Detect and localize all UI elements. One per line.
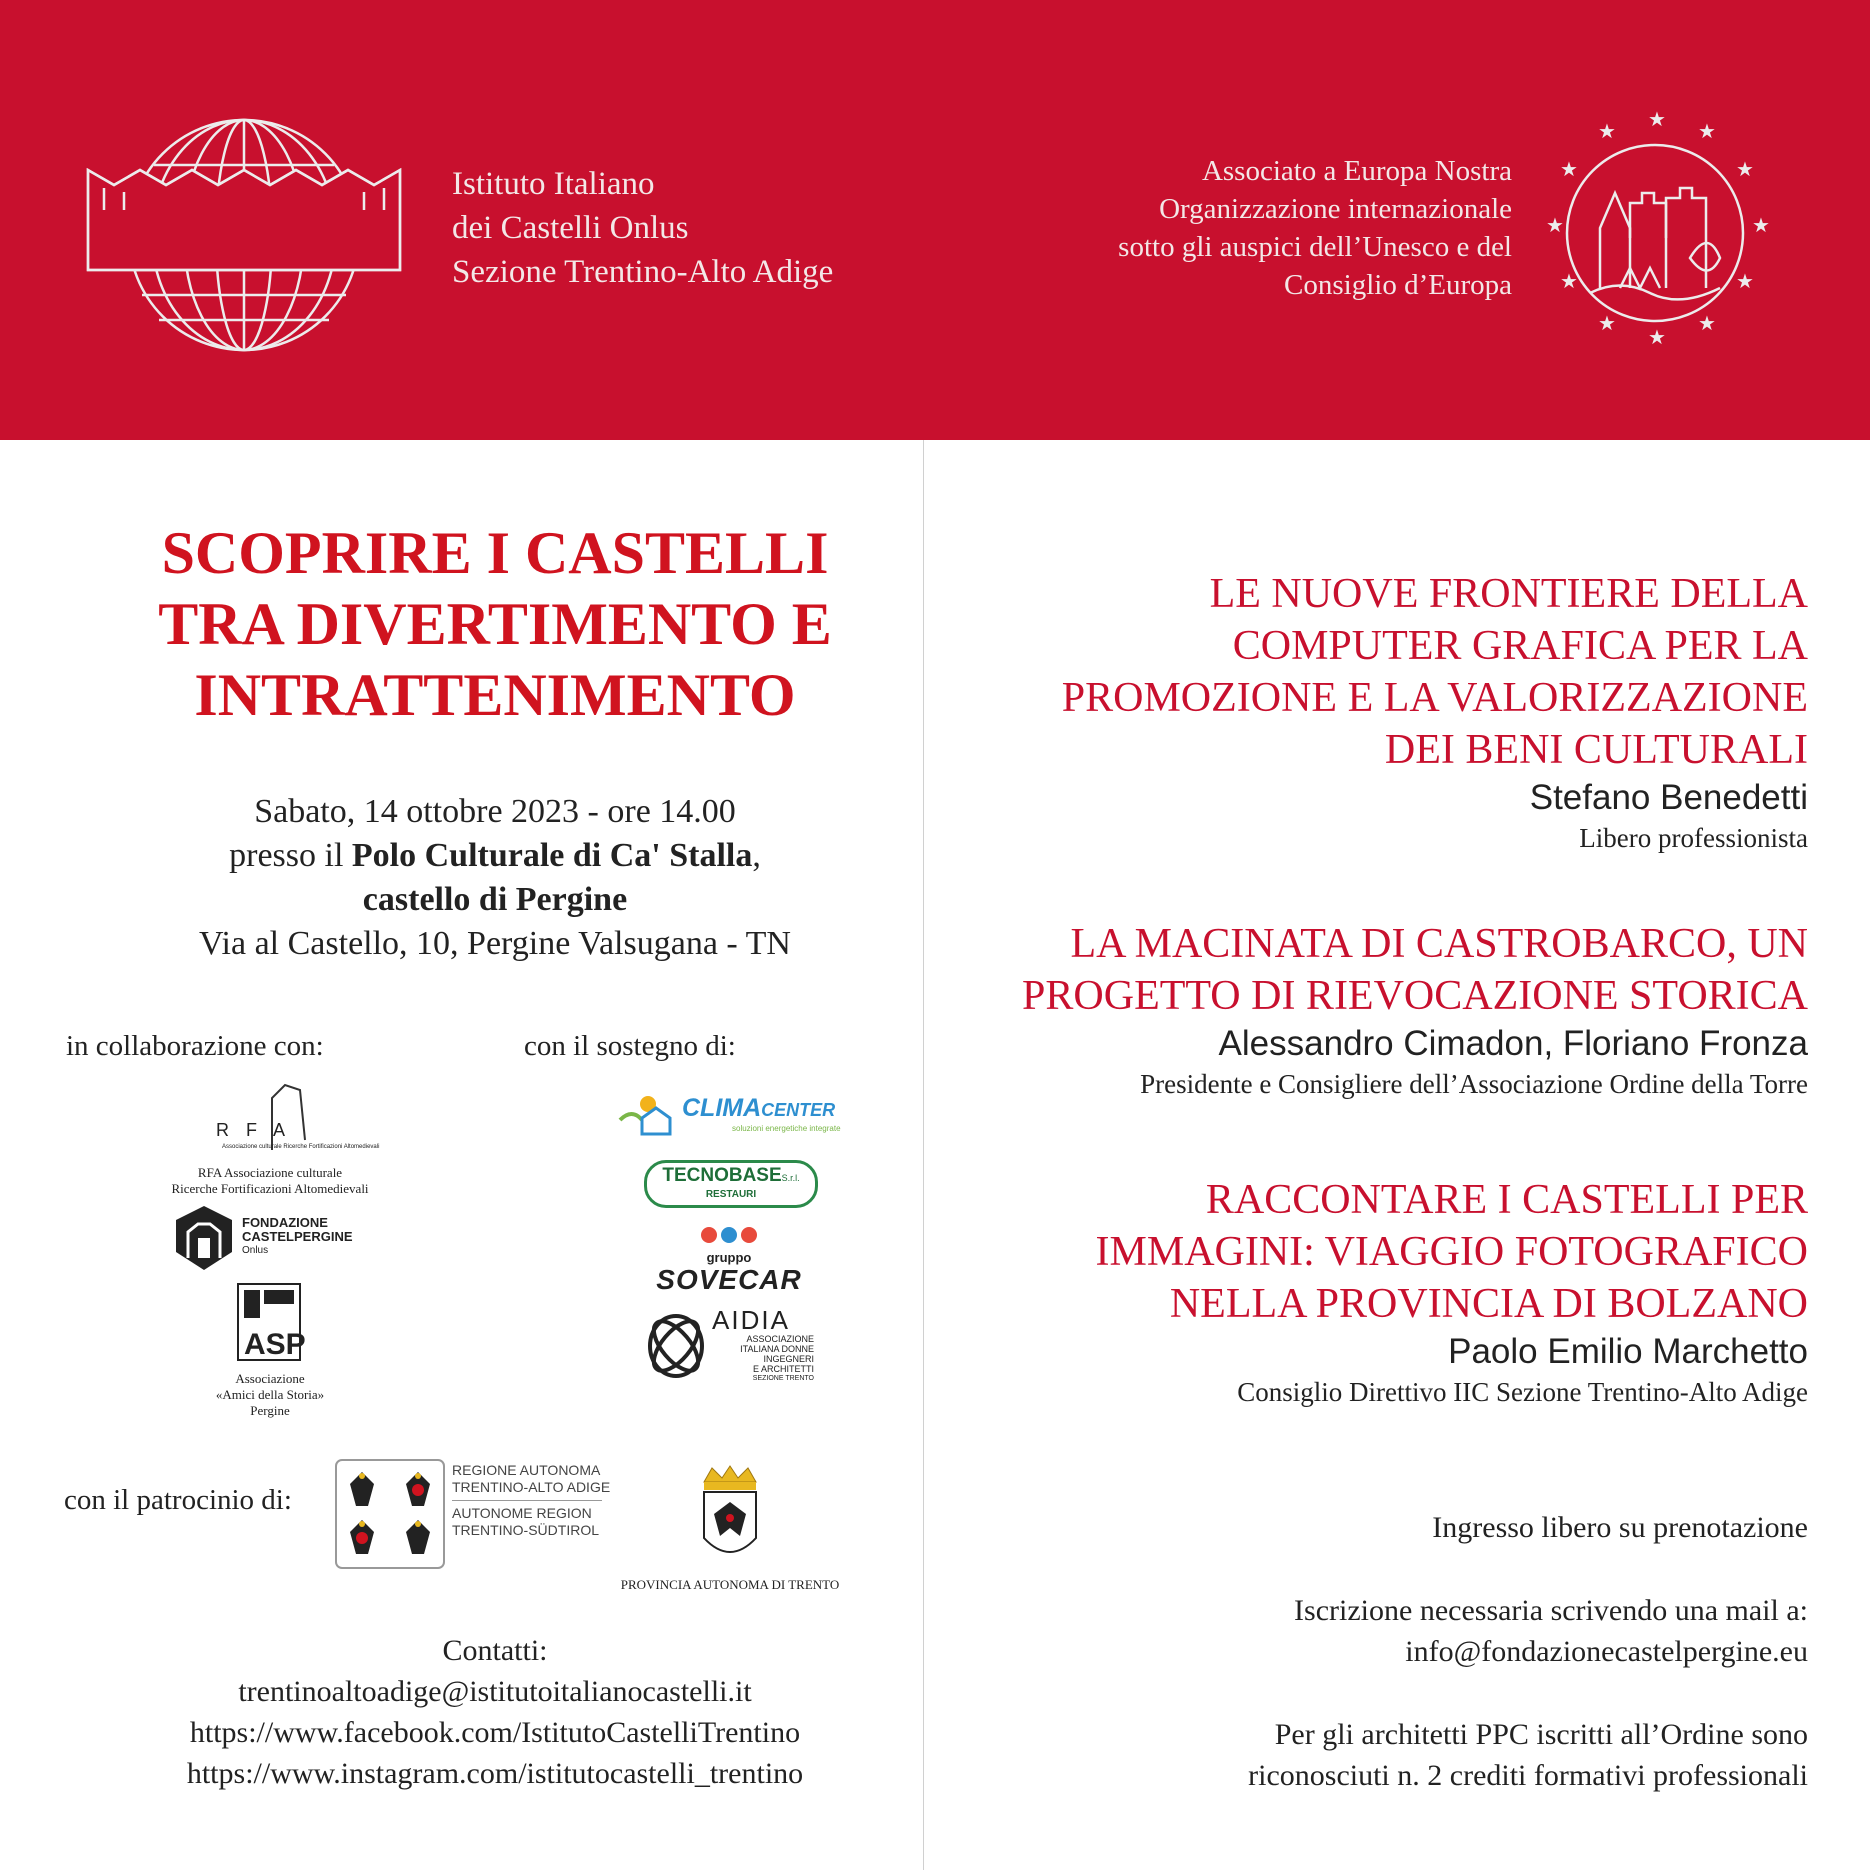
clima-name: CLIMA xyxy=(682,1094,762,1122)
registration-text: Iscrizione necessaria scrivendo una mail a: xyxy=(1294,1594,1808,1627)
talk-1 xyxy=(940,568,1808,856)
svg-text:★: ★ xyxy=(1546,215,1564,237)
asp-caption-1: Associazione xyxy=(235,1371,305,1386)
fondazione-line-1: FONDAZIONE xyxy=(242,1215,328,1230)
talk-2-title xyxy=(940,918,1808,1022)
institute-line-2: dei Castelli Onlus xyxy=(452,210,689,246)
center-name: CENTER xyxy=(761,1100,836,1120)
talk-1-speaker: Stefano Benedetti xyxy=(1529,778,1808,817)
talk-2 xyxy=(940,918,1808,1102)
svg-text:★: ★ xyxy=(1648,327,1666,349)
asp-letters: ASP xyxy=(244,1328,306,1361)
talk-1-title-line-4: DEI BENI CULTURALI xyxy=(1384,727,1808,773)
sovecar-dots-icon xyxy=(689,1224,769,1246)
sovecar-name: SOVECAR xyxy=(656,1264,802,1295)
venue-suffix: , xyxy=(752,837,761,874)
sun-house-icon xyxy=(612,1090,676,1140)
fondazione-line-2: CASTELPERGINE xyxy=(242,1229,353,1244)
rfa-logo xyxy=(150,1080,390,1197)
asp-logo xyxy=(180,1278,360,1419)
rfa-letters: R F A xyxy=(216,1120,292,1140)
rfa-caption-2: Ricerche Fortificazioni Altomedievali xyxy=(171,1181,369,1196)
talk-1-title xyxy=(940,568,1808,776)
talk-2-role: Presidente e Consigliere dell’Associazione Ordine della Torre xyxy=(1140,1069,1808,1099)
event-venue xyxy=(80,834,910,878)
region-eagles-icon xyxy=(334,1458,446,1570)
svg-text:★: ★ xyxy=(1560,159,1578,181)
region-line-2: TRENTINO-ALTO ADIGE xyxy=(452,1479,611,1495)
event-castle: castello di Pergine xyxy=(362,881,628,918)
contact-email-link[interactable]: trentinoaltoadige@istitutoitalianocastelli.it xyxy=(238,1675,752,1708)
tecnobase-logo xyxy=(644,1160,818,1208)
institute-line-1: Istituto Italiano xyxy=(452,166,655,202)
europa-line-3: sotto gli auspici dell’Unesco e del xyxy=(1118,231,1512,263)
aidia-line-2: ITALIANA DONNE xyxy=(740,1344,814,1354)
credits-info xyxy=(940,1714,1808,1796)
asp-caption-2: «Amici della Storia» xyxy=(215,1387,325,1402)
rfa-tower-icon xyxy=(150,1080,390,1160)
patronage-label: con il patrocinio di: xyxy=(64,1484,292,1516)
main-title-line-1: SCOPRIRE I CASTELLI xyxy=(161,520,829,586)
asp-emblem-icon xyxy=(230,1278,310,1366)
province-trento-logo xyxy=(610,1462,850,1593)
event-date: Sabato, 14 ottobre 2023 - ore 14.00 xyxy=(254,793,736,830)
facebook-link[interactable]: https://www.facebook.com/IstitutoCastelliTrentino xyxy=(189,1716,801,1749)
talk-3-title-line-1: RACCONTARE I CASTELLI PER xyxy=(1205,1177,1808,1223)
credits-line-1: Per gli architetti PPC iscritti all’Ordine sono xyxy=(1274,1718,1808,1751)
svg-text:★: ★ xyxy=(1698,313,1716,335)
venue-prefix: presso il xyxy=(229,837,352,874)
globe-crown-icon xyxy=(84,110,404,360)
talk-2-speaker: Alessandro Cimadon, Floriano Fronza xyxy=(1218,1024,1808,1063)
aidia-line-3: INGEGNERI xyxy=(763,1354,814,1364)
region-line-4: TRENTINO-SÜDTIROL xyxy=(452,1522,599,1538)
svg-text:★: ★ xyxy=(1648,109,1666,131)
fondazione-castelpergine-logo xyxy=(168,1202,408,1274)
tecnobase-sub: RESTAURI xyxy=(705,1189,757,1200)
talk-1-title-line-3: PROMOZIONE E LA VALORIZZAZIONE xyxy=(1061,675,1808,721)
registration-info xyxy=(940,1590,1808,1672)
rfa-caption-1: RFA Associazione culturale xyxy=(197,1165,343,1180)
support-label: con il sostegno di: xyxy=(524,1030,736,1062)
aidia-knot-icon xyxy=(644,1308,708,1384)
region-line-3: AUTONOME REGION xyxy=(452,1505,592,1521)
aidia-line-4: E ARCHITETTI xyxy=(752,1364,814,1374)
collaboration-label: in collaborazione con: xyxy=(66,1030,324,1062)
contacts xyxy=(80,1630,910,1794)
tecnobase-name: TECNOBASE xyxy=(662,1165,782,1186)
talk-2-title-line-2: PROGETTO DI RIEVOCAZIONE STORICA xyxy=(1022,973,1808,1019)
region-line-1: REGIONE AUTONOMA xyxy=(452,1462,601,1478)
castle-shield-icon xyxy=(168,1202,240,1274)
main-title-line-3: INTRATTENIMENTO xyxy=(194,662,796,728)
aidia-logo xyxy=(644,1306,824,1388)
institute-name xyxy=(452,162,833,294)
sovecar-logo xyxy=(654,1224,804,1296)
registration-email-link[interactable]: info@fondazionecastelpergine.eu xyxy=(1405,1635,1808,1668)
instagram-link[interactable]: https://www.instagram.com/istitutocastelli_trentino xyxy=(186,1757,804,1790)
svg-text:★: ★ xyxy=(1736,159,1754,181)
rfa-small-text: Associazione culturale Ricerche Fortificazioni Altomedievali xyxy=(222,1144,380,1150)
entry-info xyxy=(940,1507,1808,1548)
main-title-line-2: TRA DIVERTIMENTO E xyxy=(158,591,832,657)
talk-1-role: Libero professionista xyxy=(1579,823,1808,853)
talk-2-title-line-1: LA MACINATA DI CASTROBARCO, UN xyxy=(1070,921,1808,967)
svg-text:★: ★ xyxy=(1698,121,1716,143)
europa-nostra-text xyxy=(992,152,1512,304)
europa-line-2: Organizzazione internazionale xyxy=(1159,193,1512,225)
talk-1-title-line-1: LE NUOVE FRONTIERE DELLA xyxy=(1209,571,1808,617)
aidia-line-5: SEZIONE TRENTO xyxy=(752,1375,814,1382)
svg-text:★: ★ xyxy=(1736,271,1754,293)
europa-line-4: Consiglio d’Europa xyxy=(1284,269,1512,301)
tecnobase-srl: S.r.l. xyxy=(781,1173,800,1183)
entry-text: Ingresso libero su prenotazione xyxy=(1432,1511,1808,1544)
contacts-label: Contatti: xyxy=(442,1634,548,1667)
event-details xyxy=(80,790,910,966)
main-title xyxy=(80,518,910,731)
talk-3 xyxy=(940,1174,1808,1410)
trento-crest-icon xyxy=(692,1462,768,1570)
clima-tagline: soluzioni energetiche integrate xyxy=(732,1124,841,1133)
sovecar-top: gruppo xyxy=(706,1250,752,1265)
clima-center-logo xyxy=(612,1090,852,1140)
event-address: Via al Castello, 10, Pergine Valsugana - TN xyxy=(199,925,791,962)
aidia-line-1: ASSOCIAZIONE xyxy=(746,1334,814,1344)
aidia-name: AIDIA xyxy=(712,1305,790,1335)
svg-text:★: ★ xyxy=(1598,313,1616,335)
svg-text:★: ★ xyxy=(1752,215,1770,237)
column-divider xyxy=(923,440,924,1870)
credits-line-2: riconosciuti n. 2 crediti formativi professionali xyxy=(1248,1759,1808,1792)
talk-3-speaker: Paolo Emilio Marchetto xyxy=(1448,1332,1808,1371)
talk-1-title-line-2: COMPUTER GRAFICA PER LA xyxy=(1232,623,1808,669)
talk-3-role: Consiglio Direttivo IIC Sezione Trentino-Alto Adige xyxy=(1237,1377,1808,1407)
venue-name: Polo Culturale di Ca' Stalla xyxy=(351,837,753,874)
institute-line-3: Sezione Trentino-Alto Adige xyxy=(452,254,834,290)
talk-3-title-line-3: NELLA PROVINCIA DI BOLZANO xyxy=(1169,1281,1808,1327)
province-caption: PROVINCIA AUTONOMA DI TRENTO xyxy=(620,1577,840,1592)
svg-text:★: ★ xyxy=(1560,271,1578,293)
fondazione-line-3: Onlus xyxy=(242,1245,269,1256)
svg-text:★: ★ xyxy=(1598,121,1616,143)
asp-caption-3: Pergine xyxy=(250,1403,290,1418)
region-logo xyxy=(334,1458,624,1570)
header-banner xyxy=(0,0,1870,440)
europa-line-1: Associato a Europa Nostra xyxy=(1201,155,1512,187)
europa-nostra-castle-icon xyxy=(1530,108,1780,358)
talk-3-title xyxy=(940,1174,1808,1330)
talk-3-title-line-2: IMMAGINI: VIAGGIO FOTOGRAFICO xyxy=(1095,1229,1808,1275)
